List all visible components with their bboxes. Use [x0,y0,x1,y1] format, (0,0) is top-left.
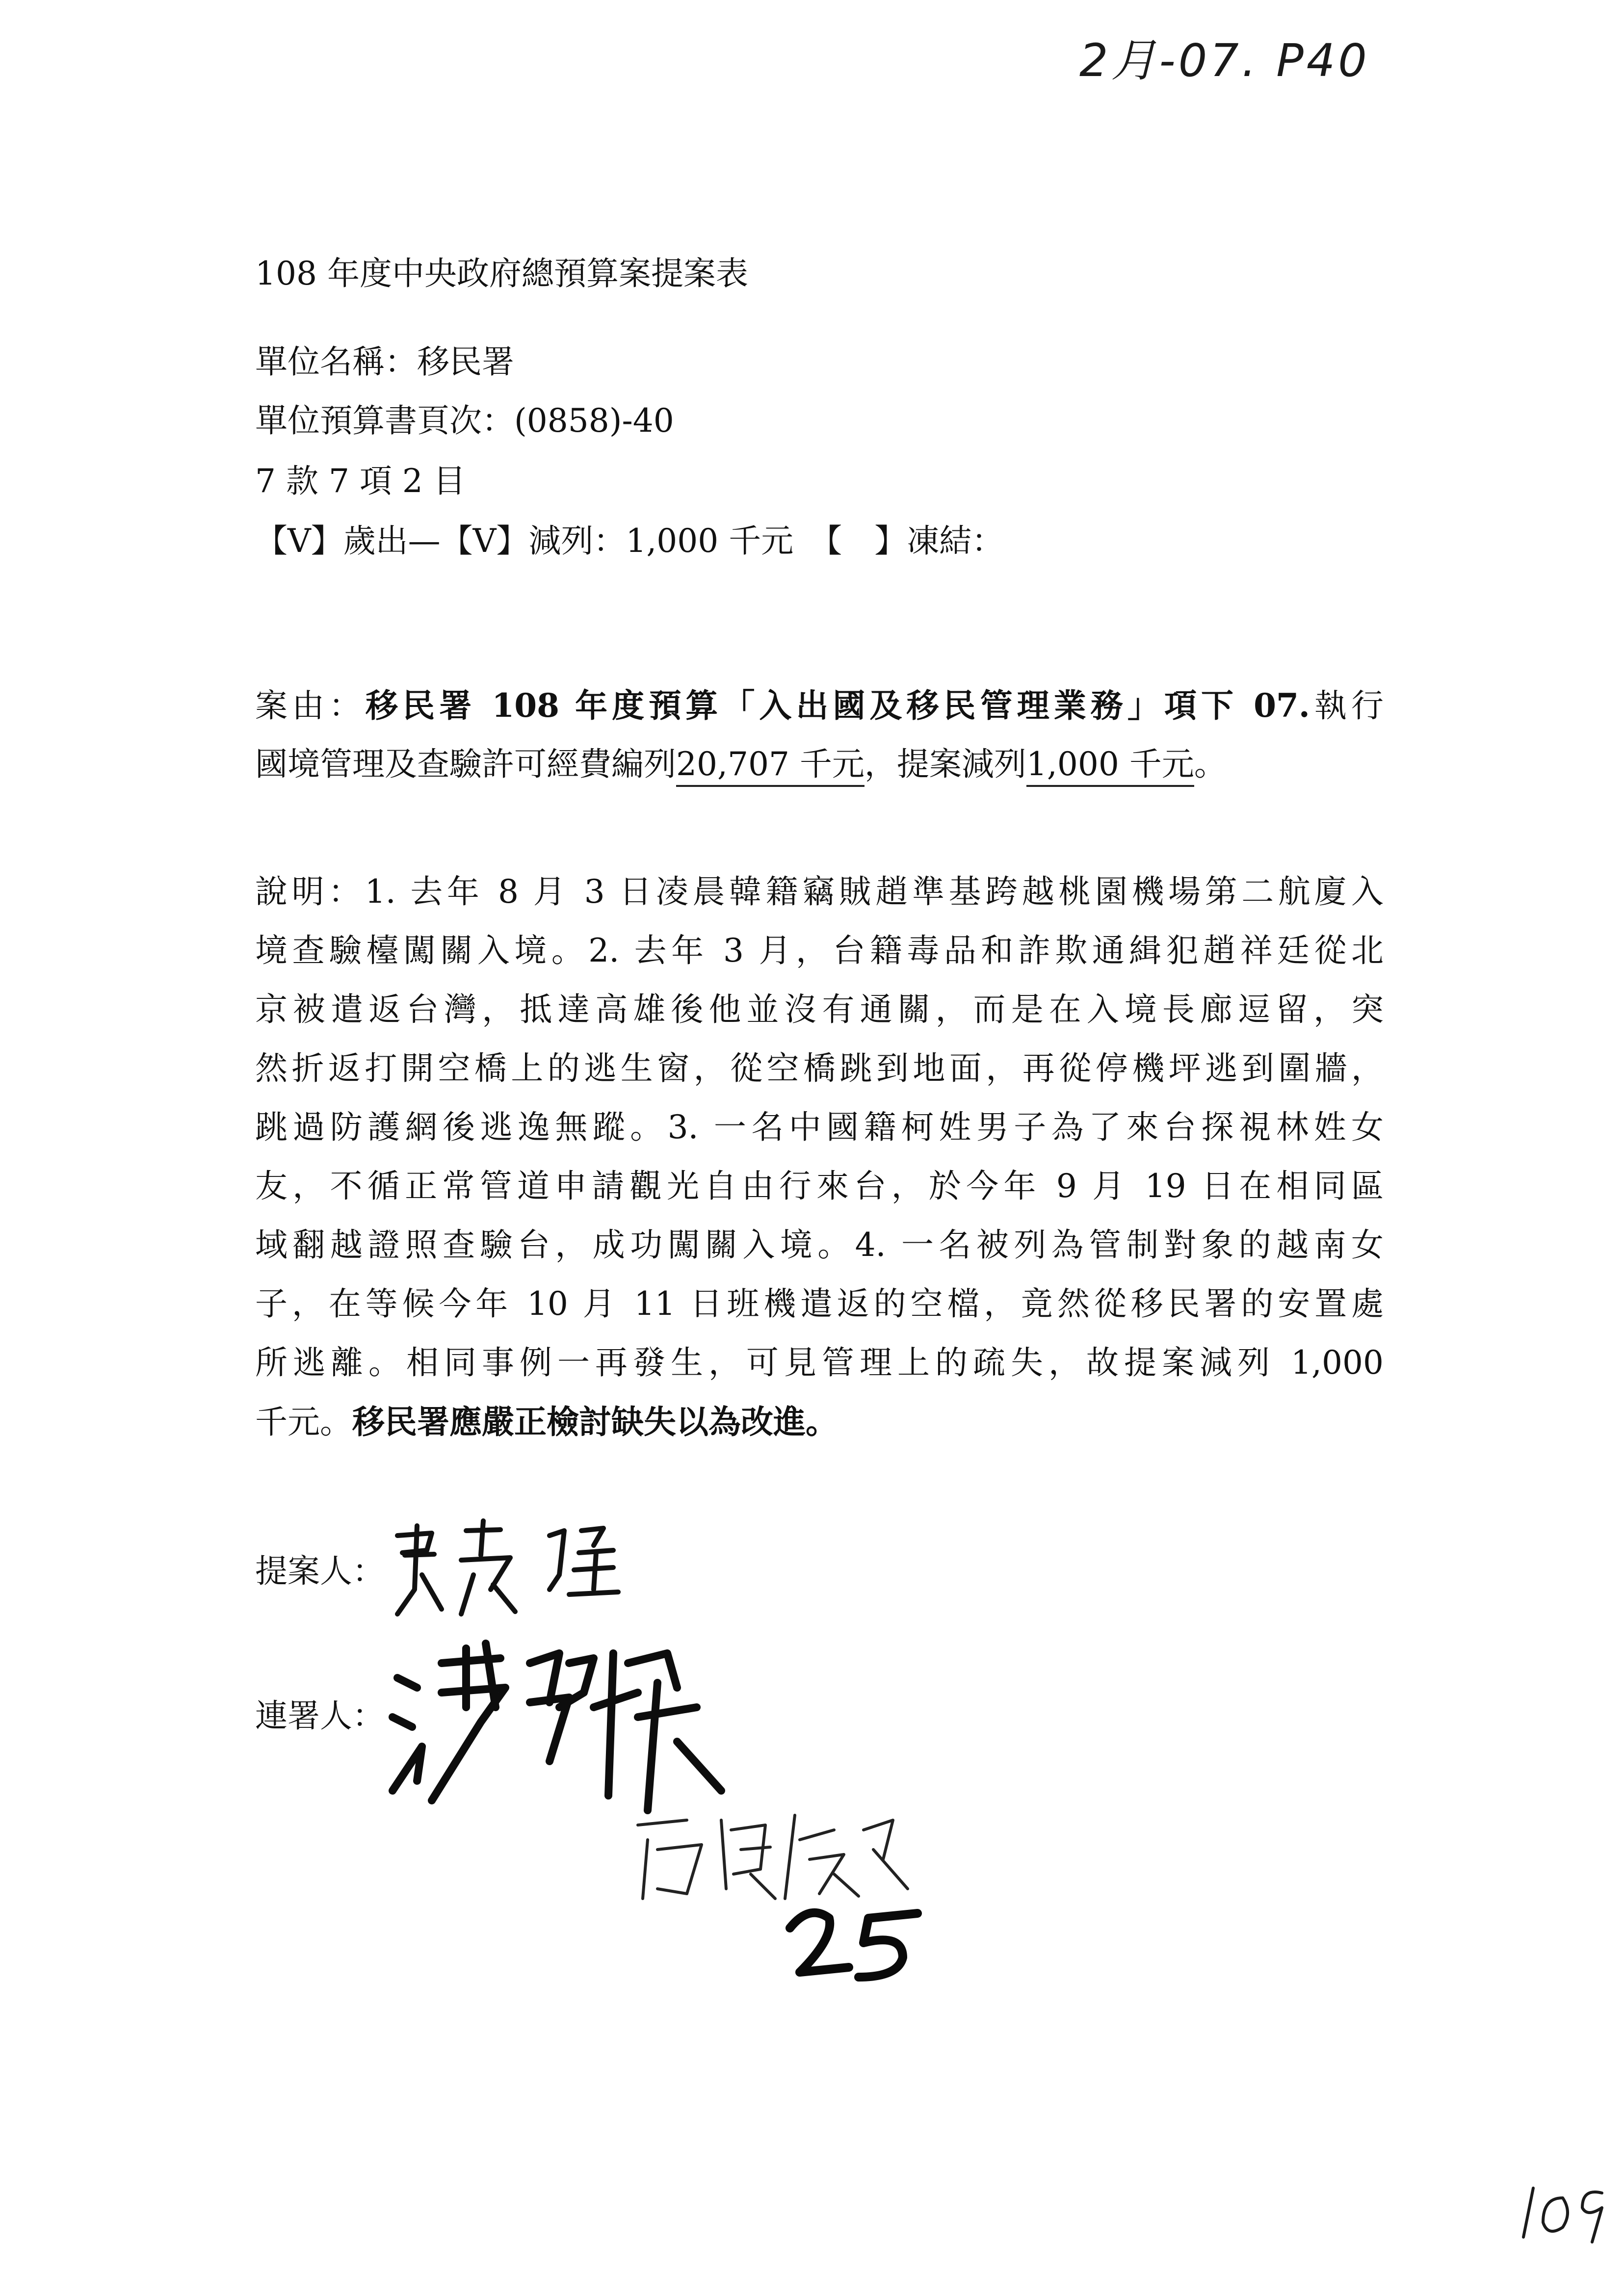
desc-conclusion: 移民署應嚴正檢討缺失以為改進。 [352,1403,838,1441]
cosigner-signature [383,1634,756,1820]
desc-line-2: 境查驗檯闖關入境。2. 去年 3 月，台籍毒品和詐欺通緝犯趙祥廷從北 [255,932,1384,969]
desc-line-10 [255,1403,1384,1441]
flags-line: 【V】歲出—【V】減列：1,000 千元 【 】凍結： [255,522,1004,560]
header-note: 2月-07. P40 [1079,34,1370,87]
proposer-label: 提案人： [255,1552,385,1590]
case-line2-a: 國境管理及查驗許可經費編列 [255,745,676,783]
desc-line-9: 所逃離。相同事例一再發生，可見管理上的疏失，故提案減列 1,000 [255,1344,1384,1382]
desc-line-7: 域翻越證照查驗台，成功闖關入境。4. 一名被列為管制對象的越南女 [255,1226,1384,1264]
desc-line-6: 友，不循正常管道申請觀光自由行來台，於今年 9 月 19 日在相同區 [255,1167,1384,1205]
handwritten-page-number [780,1899,937,1987]
budget-page: 單位預算書頁次：(0858)-40 [255,402,674,440]
desc-line-1: 說明：1. 去年 8 月 3 日凌晨韓籍竊賊趙準基跨越桃園機場第二航廈入 [255,873,1384,911]
case-line2-c: 。 [1194,745,1227,783]
desc-line-3: 京被遣返台灣，抵達高雄後他並沒有通關，而是在入境長廊逗留，突 [255,991,1384,1028]
desc-line-8: 子，在等候今年 10 月 11 日班機遣返的空檔，竟然從移民署的安置處 [255,1285,1384,1323]
proposer-signature [388,1516,682,1629]
case-label: 案由： [255,687,366,725]
desc-line10-a: 千元。 [255,1403,352,1441]
desc-line-5: 跳過防護網後逃逸無蹤。3. 一名中國籍柯姓男子為了來台探視林姓女 [255,1108,1384,1146]
handwritten-corner-number [1519,2173,1617,2247]
form-title: 108 年度中央政府總預算案提案表 [255,255,748,292]
case-line-2 [255,745,1384,783]
case-line2-b: ，提案減列 [864,745,1026,783]
desc-line-4: 然折返打開空橋上的逃生窗，從空橋跳到地面，再從停機坪逃到圍牆， [255,1049,1384,1087]
cosigner-label: 連署人： [255,1697,385,1735]
case-amount-cut: 1,000 千元 [1026,745,1194,787]
case-line-1 [255,686,1384,725]
second-cosigner-signature [628,1800,922,1908]
case-line1-bold: 移民署 108 年度預算「入出國及移民管理業務」項下 07. [366,686,1310,725]
case-amount-total: 20,707 千元 [676,745,864,787]
unit-name: 單位名稱：移民署 [255,343,514,381]
section-ref: 7 款 7 項 2 目 [255,462,466,500]
case-line1-tail: 執行 [1310,687,1384,725]
